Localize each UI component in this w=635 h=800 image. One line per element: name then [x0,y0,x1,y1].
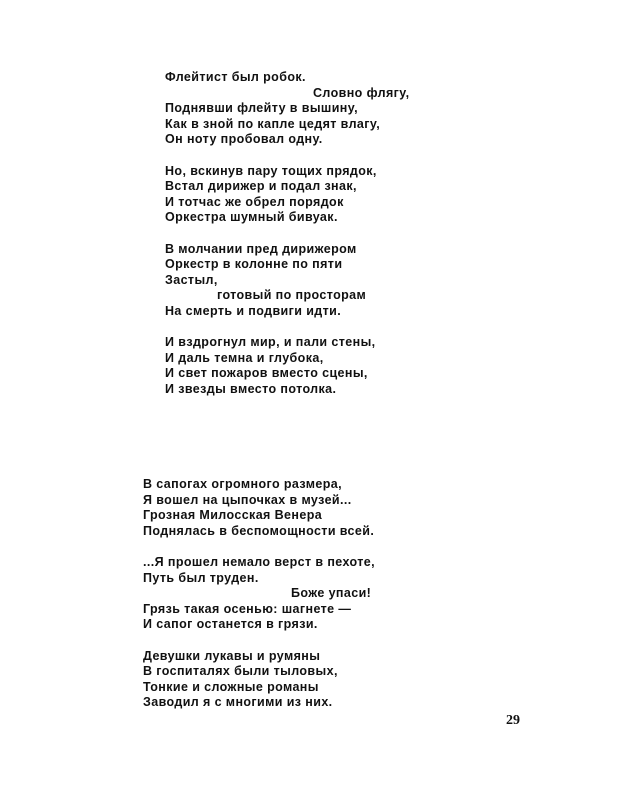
poem-line: Боже упаси! [291,586,372,601]
page-number: 29 [506,713,520,728]
poem-line: ...Я прошел немало верст в пехоте, [143,554,375,569]
stanza [143,477,375,539]
poem-line: И сапог останется в грязи. [143,617,318,632]
stanza-gap [165,226,410,242]
poem-line: И вздрогнул мир, и пали стены, [165,335,376,350]
poem-line: Я вошел на цыпочках в музей... [143,492,352,507]
poem-line: Как в зной по капле цедят влагу, [165,116,381,131]
stanza [165,164,410,226]
poem-line: Поднявши флейту в вышину, [165,101,359,116]
poem-line: Тонкие и сложные романы [143,679,319,694]
poem-line: И свет пожаров вместо сцены, [165,366,368,381]
stanza-gap [143,539,375,555]
stanza-gap [165,320,410,336]
stanza [143,649,375,711]
poem-line: Заводил я с многими из них. [143,695,333,710]
poem-line: Грозная Милосская Венера [143,508,323,523]
poem-line: На смерть и подвиги идти. [165,303,342,318]
poem-line: Оркестра шумный бивуак. [165,210,338,225]
stanza-gap [143,633,375,649]
poem-line: В госпиталях были тыловых, [143,664,338,679]
poem-boots [143,477,375,711]
poem-line: Он ноту пробовал одну. [165,132,323,147]
poem-flutist [165,70,410,397]
poem-line: И тотчас же обрел порядок [165,194,344,209]
stanza [165,70,410,148]
stanza [165,242,410,320]
poem-line: Встал дирижер и подал знак, [165,179,357,194]
poem-line: Девушки лукавы и румяны [143,648,321,663]
stanza-gap [165,148,410,164]
poem-line: Флейтист был робок. [165,70,306,84]
poem-line: Грязь такая осенью: шагнете — [143,601,352,616]
poem-line: Словно флягу, [313,85,410,100]
stanza [143,555,375,633]
poem-line: Оркестр в колонне по пяти [165,257,343,272]
poem-line: В сапогах огромного размера, [143,477,342,491]
poem-line: И звезды вместо потолка. [165,381,337,396]
stanza [165,335,410,397]
poem-line: Застыл, [165,272,218,287]
poem-line: готовый по просторам [217,288,367,303]
poem-line: Поднялась в беспомощности всей. [143,523,375,538]
poem-line: Путь был труден. [143,570,259,585]
poem-line: И даль темна и глубока, [165,350,324,365]
poem-line: Но, вскинув пару тощих прядок, [165,163,377,178]
poem-line: В молчании пред дирижером [165,241,357,256]
